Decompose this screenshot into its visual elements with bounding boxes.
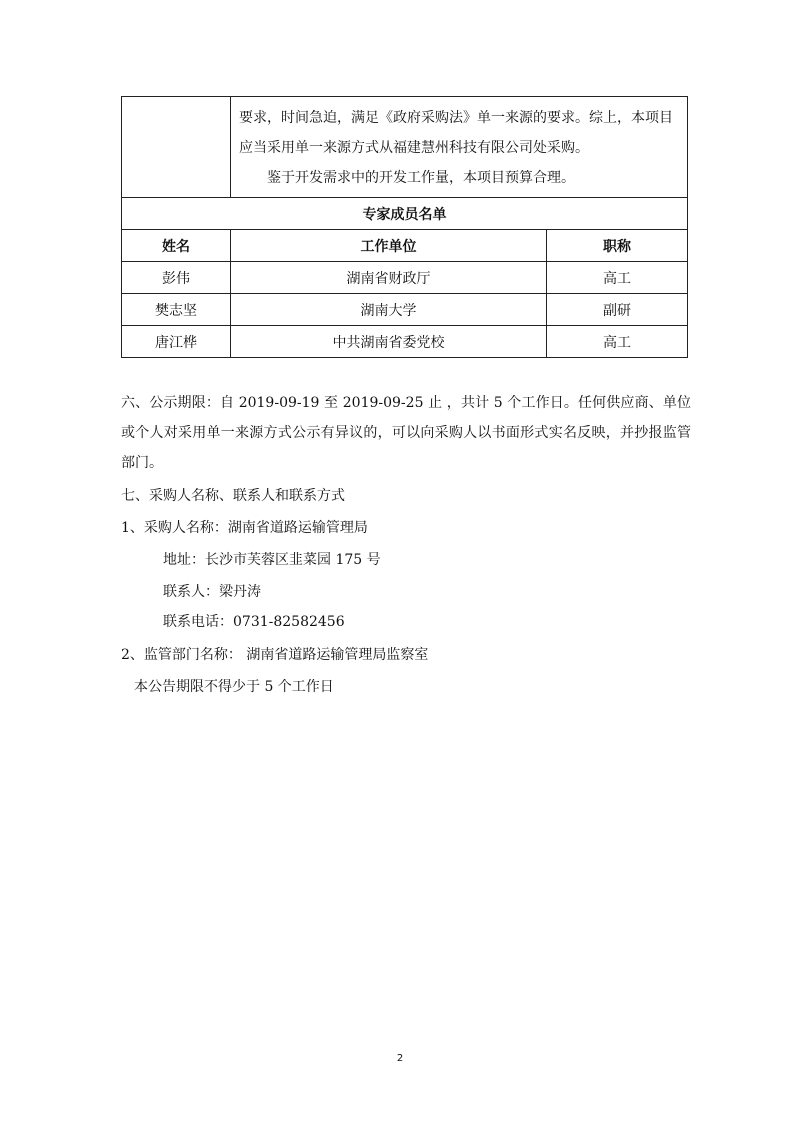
expert-table <box>121 96 688 358</box>
cell-name: 樊志坚 <box>122 294 231 326</box>
section-row <box>122 198 688 230</box>
contact-phone: 联系电话：0731-82582456 <box>163 614 345 630</box>
cell-title: 高工 <box>547 326 688 358</box>
continuation-row <box>122 97 688 198</box>
page-number: 2 <box>396 1053 404 1064</box>
continuation-line-2: 应当采用单一来源方式从福建慧州科技有限公司处采购。 <box>239 140 589 156</box>
table-row <box>122 294 688 326</box>
notice-period-note: 本公告期限不得少于 5 个工作日 <box>134 679 334 695</box>
cell-unit: 中共湖南省委党校 <box>231 326 547 358</box>
continuation-line-1: 要求，时间急迫，满足《政府采购法》单一来源的要求。综上，本项目 <box>239 110 673 126</box>
continuation-blank-cell <box>122 97 231 198</box>
cell-unit: 湖南省财政厅 <box>231 262 547 294</box>
contact-person: 联系人：梁丹涛 <box>163 584 261 600</box>
section-title: 专家成员名单 <box>122 198 688 230</box>
publicity-period-paragraph: 六、公示期限：自 2019-09-19 至 2019-09-25 止 ，共计 5 个工作日。任何供应商、单位或个人对采用单一来源方式公示有异议的，可以向采购人以书面形式实名反映，并抄报监管部门。 <box>121 395 691 471</box>
cell-name: 唐江桦 <box>122 326 231 358</box>
header-name: 姓名 <box>122 230 231 262</box>
contact-section-heading: 七、采购人名称、联系人和联系方式 <box>121 488 345 504</box>
cell-title: 高工 <box>547 262 688 294</box>
cell-unit: 湖南大学 <box>231 294 547 326</box>
supervisor-name: 2、监管部门名称： 湖南省道路运输管理局监察室 <box>121 647 429 663</box>
purchaser-name: 1、采购人名称：湖南省道路运输管理局 <box>121 520 368 536</box>
table-row <box>122 262 688 294</box>
header-row <box>122 230 688 262</box>
header-title: 职称 <box>547 230 688 262</box>
cell-name: 彭伟 <box>122 262 231 294</box>
cell-title: 副研 <box>547 294 688 326</box>
purchaser-address: 地址：长沙市芙蓉区韭菜园 175 号 <box>163 552 381 568</box>
continuation-line-3: 鉴于开发需求中的开发工作量，本项目预算合理。 <box>267 170 575 186</box>
continuation-cell <box>231 97 688 198</box>
table-row <box>122 326 688 358</box>
header-unit: 工作单位 <box>231 230 547 262</box>
